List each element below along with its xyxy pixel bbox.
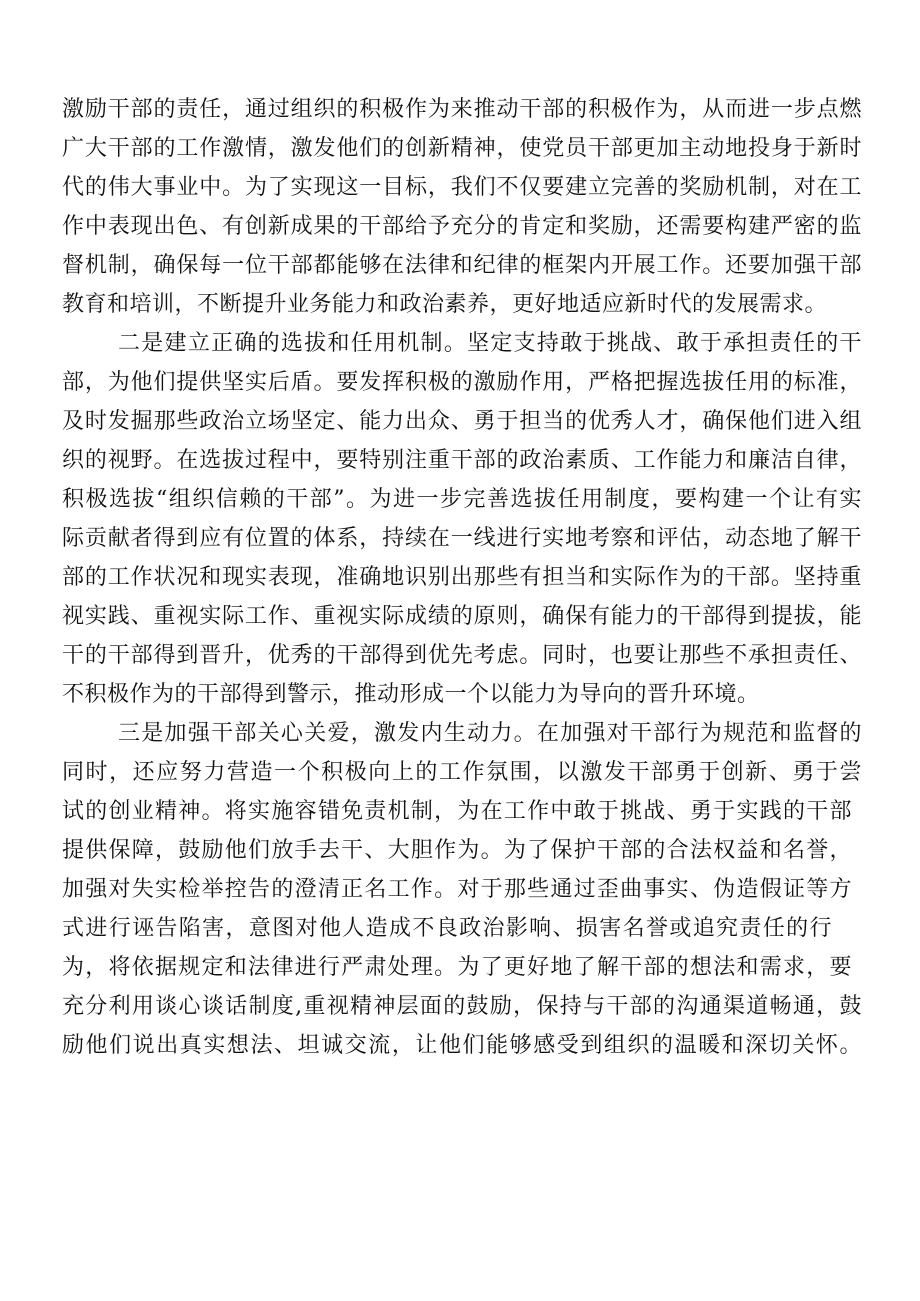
text-line: 织的视野。在选拔过程中，要特别注重干部的政治素质、工作能力和廉洁自律， <box>62 448 862 473</box>
text-line: 作中表现出色、有创新成果的干部给予充分的肯定和奖励，还需要构建严密的监 <box>62 214 862 239</box>
text-line: 视实践、重视实际工作、重视实际成绩的原则，确保有能力的干部得到提拔，能 <box>62 604 862 629</box>
text-line: 同时，还应努力营造一个积极向上的工作氛围，以激发干部勇于创新、勇于尝 <box>62 760 862 785</box>
paragraph-2 <box>62 324 862 714</box>
text-line: 部，为他们提供坚实后盾。要发挥积极的激励作用，严格把握选拔任用的标准， <box>62 370 862 395</box>
text-line: 试的创业精神。将实施容错免责机制，为在工作中敢于挑战、勇于实践的干部 <box>62 799 852 824</box>
text-line: 充分利用谈心谈话制度,重视精神层面的鼓励，保持与干部的沟通渠道畅通，鼓 <box>62 994 862 1019</box>
text-line: 激励干部的责任，通过组织的积极作为来推动干部的积极作为，从而进一步点燃 <box>62 97 862 122</box>
text-line: 积极选拔“组织信赖的干部”。为进一步完善选拔任用制度，要构建一个让有实 <box>62 487 862 512</box>
document-body <box>62 90 862 1065</box>
text-line: 二是建立正确的选拔和任用机制。坚定支持敢于挑战、敢于承担责任的干 <box>118 331 862 356</box>
text-line: 励他们说出真实想法、坦诚交流，让他们能够感受到组织的温暖和深切关怀。 <box>62 1033 862 1058</box>
text-line: 三是加强干部关心关爱，激发内生动力。在加强对干部行为规范和监督的 <box>118 721 862 746</box>
text-line: 教育和培训，不断提升业务能力和政治素养，更好地适应新时代的发展需求。 <box>62 292 828 317</box>
text-line: 际贡献者得到应有位置的体系，持续在一线进行实地考察和评估，动态地了解干 <box>62 526 862 551</box>
text-line: 干的干部得到晋升，优秀的干部得到优先考虑。同时，也要让那些不承担责任、 <box>62 643 862 668</box>
paragraph-1 <box>62 90 862 324</box>
text-line: 广大干部的工作激情，激发他们的创新精神，使党员干部更加主动地投身于新时 <box>62 136 862 161</box>
text-line: 督机制，确保每一位干部都能够在法律和纪律的框架内开展工作。还要加强干部 <box>62 253 862 278</box>
paragraph-3 <box>62 714 862 1065</box>
text-line: 为，将依据规定和法律进行严肃处理。为了更好地了解干部的想法和需求，要 <box>62 955 852 980</box>
text-line: 代的伟大事业中。为了实现这一目标，我们不仅要建立完善的奖励机制，对在工 <box>62 175 862 200</box>
text-line: 部的工作状况和现实表现，准确地识别出那些有担当和实际作为的干部。坚持重 <box>62 565 862 590</box>
text-line: 及时发掘那些政治立场坚定、能力出众、勇于担当的优秀人才，确保他们进入组 <box>62 409 862 434</box>
text-line: 提供保障，鼓励他们放手去干、大胆作为。为了保护干部的合法权益和名誉， <box>62 838 852 863</box>
text-line: 不积极作为的干部得到警示，推动形成一个以能力为导向的晋升环境。 <box>62 682 760 707</box>
text-line: 式进行诬告陷害，意图对他人造成不良政治影响、损害名誉或追究责任的行 <box>62 916 832 941</box>
text-line: 加强对失实检举控告的澄清正名工作。对于那些通过歪曲事实、伪造假证等方 <box>62 877 852 902</box>
